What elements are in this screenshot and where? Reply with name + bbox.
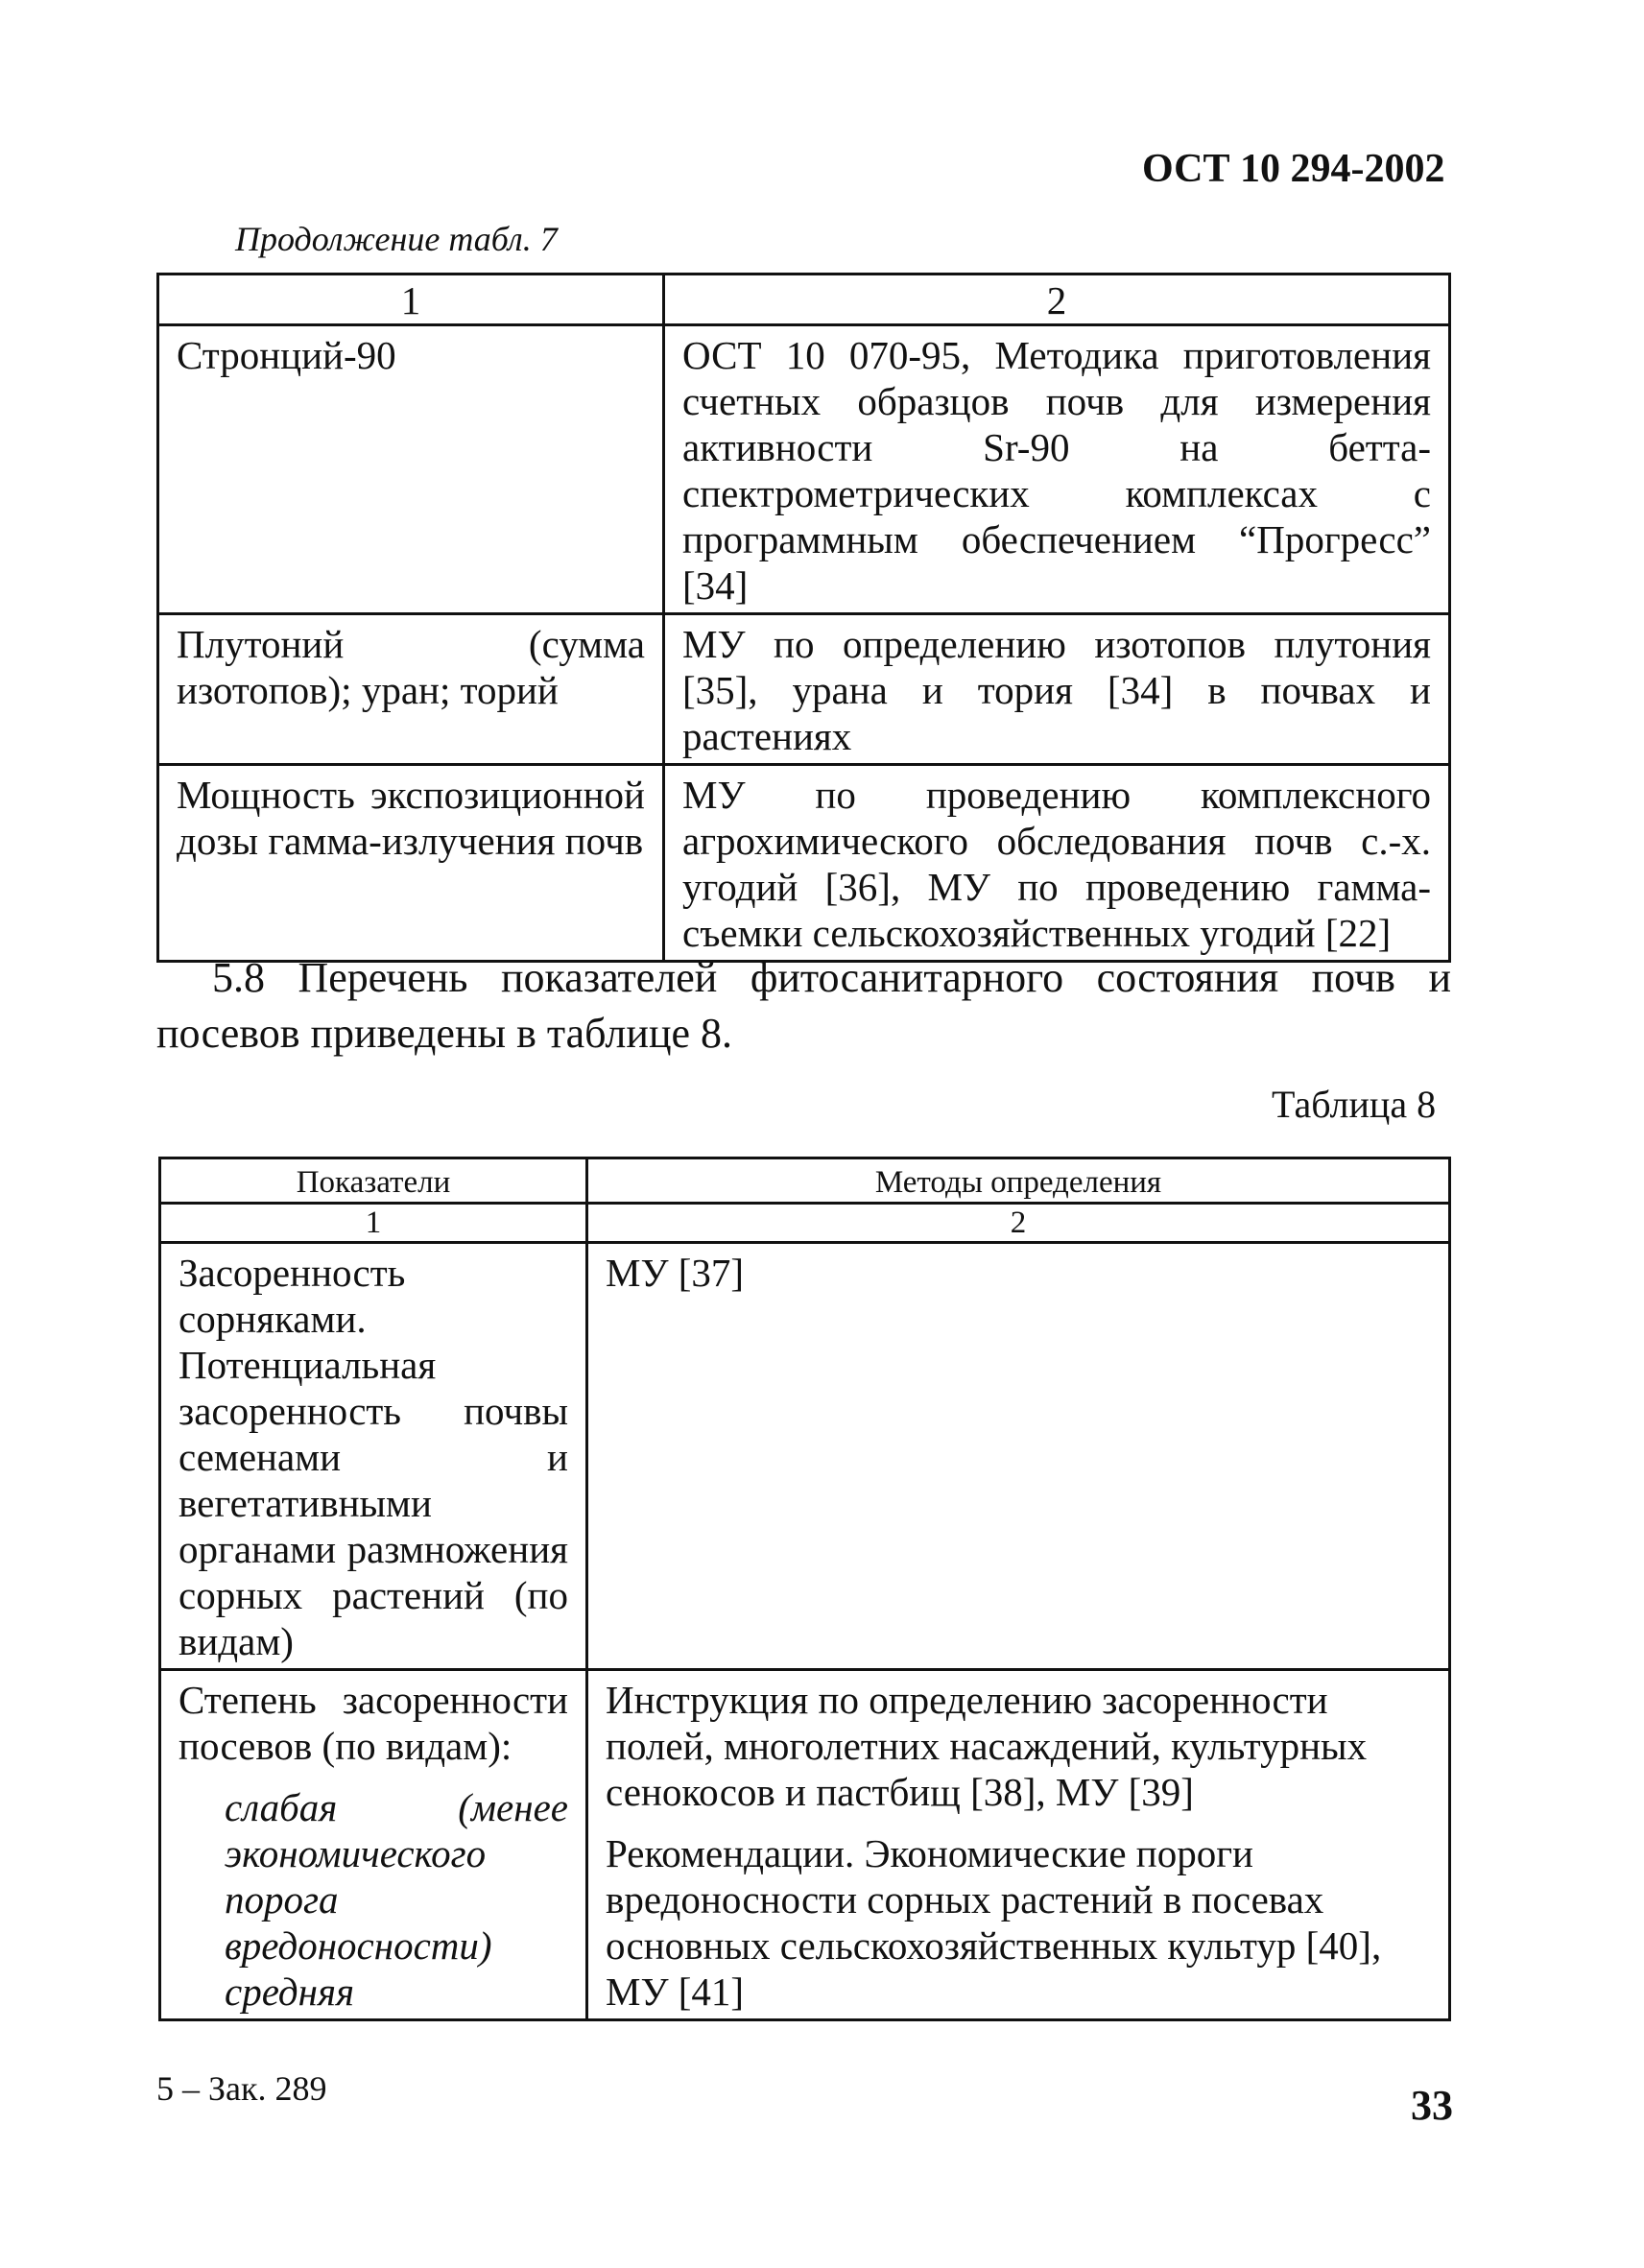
table-row	[160, 1670, 1450, 2020]
method-instruction: Инструкция по определению засоренности полей, многолетних насаждений, культурных сенокосов и пастбищ [38], МУ [39]	[606, 1678, 1368, 1814]
indicator-weed-degree: Степень засоренности посевов (по видам):	[179, 1678, 568, 1768]
indicator-potential-weediness: Потенциальная засоренность почвы семенами и вегетативными органами размножения сорных растений (по видам)	[179, 1343, 568, 1663]
method-cell: МУ по проведению комплексного агрохимического обследования почв с.-х. угодий [36], МУ по проведению гамма-съемки сельскохозяйственных угодий [22]	[664, 765, 1450, 962]
column-header-indicators: Показатели	[160, 1158, 587, 1204]
method-recommendations: Рекомендации. Экономические пороги вредоносности сорных растений в посевах основных сельскохозяйственных культур [40], МУ [41]	[606, 1831, 1382, 2014]
indicator-cell: Стронций-90	[158, 325, 664, 614]
table-column-numbers	[158, 275, 1450, 325]
method-cell: ОСТ 10 070-95, Методика приготовления счетных образцов почв для измерения активности Sr-90 на бетта-спектрометрических комплексах с программным обеспечением “Прогресс” [34]	[664, 325, 1450, 614]
indicator-cell	[160, 1670, 587, 2020]
table-row	[158, 325, 1450, 614]
table-row	[160, 1243, 1450, 1670]
table-row	[158, 765, 1450, 962]
column-number-2: 2	[664, 275, 1450, 325]
column-header-methods: Методы определения	[587, 1158, 1450, 1204]
page-number: 33	[1411, 2082, 1453, 2129]
document-code: ОСТ 10 294-2002	[1142, 147, 1445, 191]
sub-indicator-weak: слабая (менее экономического порога вредоносности)	[225, 1785, 568, 1968]
section-paragraph: 5.8 Перечень показателей фитосанитарного состояния почв и посевов приведены в таблице 8.	[156, 954, 1451, 1057]
column-number-1: 1	[158, 275, 664, 325]
column-number-1: 1	[160, 1204, 587, 1243]
table-column-numbers	[160, 1204, 1450, 1243]
table-8	[158, 1157, 1451, 2021]
table-caption: Таблица 8	[1272, 1083, 1437, 1126]
method-cell: МУ по определению изотопов плутония [35], урана и тория [34] в почвах и растениях	[664, 614, 1450, 765]
method-cell	[587, 1670, 1450, 2020]
indicator-cell: Плутоний (сумма изотопов); уран; торий	[158, 614, 664, 765]
table-row	[158, 614, 1450, 765]
table-header-row	[160, 1158, 1450, 1204]
indicator-weediness: Засоренность сорняками.	[179, 1251, 406, 1341]
table-7	[156, 273, 1451, 963]
indicator-cell	[160, 1243, 587, 1670]
indicator-cell: Мощность экспозиционной дозы гамма-излучения почв	[158, 765, 664, 962]
method-cell: МУ [37]	[587, 1243, 1450, 1670]
sub-indicator-medium: средняя	[225, 1970, 355, 2014]
column-number-2: 2	[587, 1204, 1450, 1243]
order-number: 5 – Зак. 289	[156, 2069, 327, 2108]
table-continuation-label: Продолжение табл. 7	[235, 220, 558, 258]
